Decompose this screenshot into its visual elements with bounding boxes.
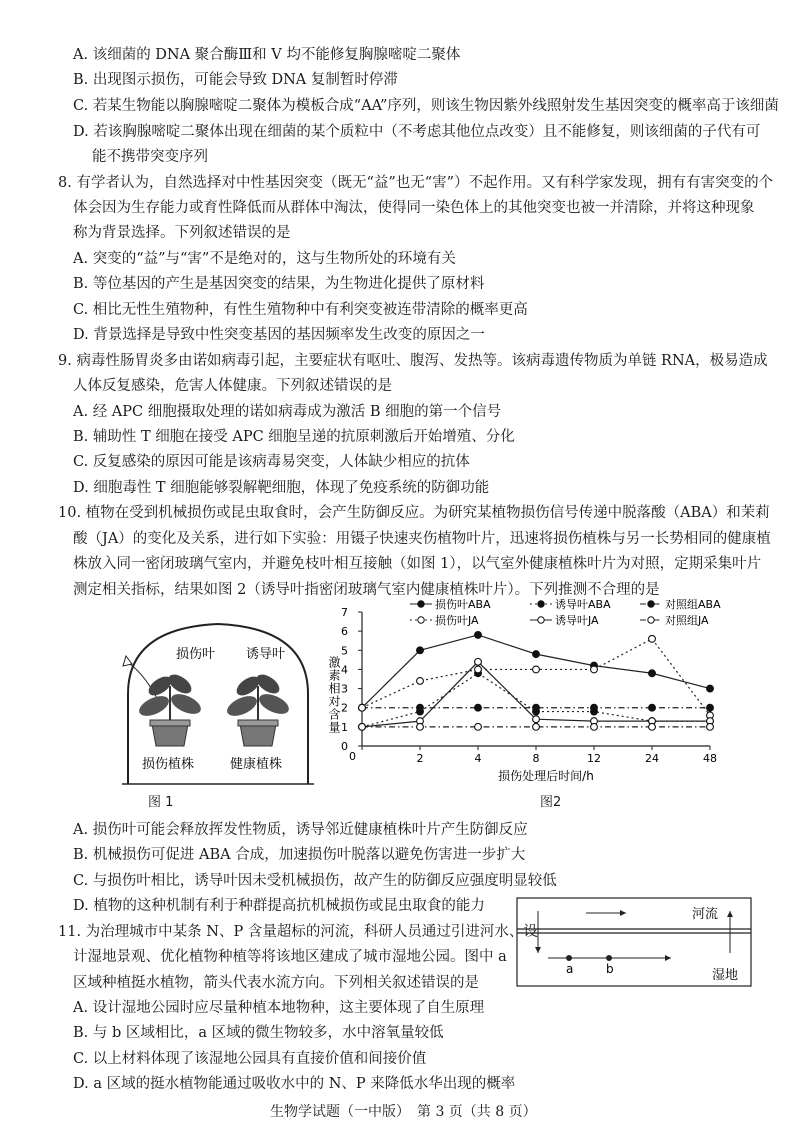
fig1-label-damaged-leaf: 损伤叶	[176, 647, 216, 662]
q11-option-c: C. 以上材料体现了该湿地公园具有直接价值和间接价值	[73, 1051, 427, 1067]
data-point	[649, 704, 656, 711]
data-point	[475, 658, 482, 665]
legend-label: 诱导叶ABA	[555, 598, 611, 611]
y-tick-label: 5	[341, 644, 348, 658]
data-point	[533, 666, 540, 673]
point-a-label: a	[566, 962, 574, 976]
data-point	[591, 666, 598, 673]
q8-stem-line2: 体会因为生存能力或育性降低而从群体中淘汰，使得同一染色体上的其他突变也被一并清除，并将这种现象	[73, 200, 755, 216]
fig1-label-induced-leaf: 诱导叶	[246, 647, 286, 662]
q8-option-d: D. 背景选择是导致中性突变基因的基因频率发生改变的原因之一	[73, 327, 485, 343]
point-a-marker	[566, 955, 572, 961]
origin-label: 0	[349, 750, 356, 763]
q10-stem-line1: 10. 植物在受到机械损伤或昆虫取食时，会产生防御反应。为研究某植物损伤信号传递中脱落酸（ABA）和茉莉	[58, 505, 770, 521]
q9-option-b: B. 辅助性 T 细胞在接受 APC 细胞呈递的抗原刺激后开始增殖、分化	[73, 429, 515, 445]
q11-option-d: D. a 区域的挺水植物能通过吸收水中的 N、P 来降低水华出现的概率	[73, 1076, 516, 1092]
q9-stem-line1: 9. 病毒性肠胃炎多由诺如病毒引起，主要症状有呕吐、腹泻、发热等。该病毒遗传物质为单链 RNA，极易造成	[58, 353, 768, 369]
q9-option-a: A. 经 APC 细胞摄取处理的诺如病毒成为激活 B 细胞的第一个信号	[73, 404, 502, 420]
q11-option-b: B. 与 b 区域相比，a 区域的微生物较多，水中溶氧量较低	[73, 1025, 444, 1041]
data-point	[475, 666, 482, 673]
data-point	[417, 678, 424, 685]
x-tick-label: 8	[532, 752, 540, 765]
damaged-mark-icon	[123, 656, 132, 666]
legend-marker	[538, 617, 544, 623]
page-footer: 生物学试题（一中版） 第 3 页（共 8 页）	[270, 1104, 537, 1120]
figure-2-chart	[320, 598, 745, 790]
legend-marker	[418, 617, 424, 623]
data-point	[417, 723, 424, 730]
leaf-icon	[256, 690, 292, 718]
flowerpot-icon	[152, 724, 188, 746]
data-point	[707, 685, 714, 692]
y-tick-label: 7	[341, 606, 348, 619]
q10-stem-line2: 酸（JA）的变化及关系，进行如下实验：用镊子快速夹伤植物叶片，迅速将损伤植株与另一长势相同的健康植	[73, 531, 771, 547]
flowerpot-icon	[240, 724, 276, 746]
q8-stem-line3: 称为背景选择。下列叙述错误的是	[73, 225, 291, 241]
data-point	[533, 704, 540, 711]
point-b-label: b	[606, 962, 614, 976]
leaf-icon	[168, 690, 204, 718]
q9-option-c: C. 反复感染的原因可能是该病毒易突变，人体缺少相应的抗体	[73, 454, 470, 470]
figure-1	[118, 606, 318, 796]
data-point	[707, 704, 714, 711]
y-tick-label: 2	[341, 701, 348, 715]
legend-marker	[648, 601, 654, 607]
point-b-marker	[606, 955, 612, 961]
q8-option-c: C. 相比无性生殖物种，有性生殖物种中有利突变被连带清除的概率更高	[73, 302, 528, 318]
data-point	[649, 635, 656, 642]
q11-wetland-figure	[516, 897, 752, 987]
q11-stem-line3: 区域种植挺水植物，箭头代表水流方向。下列相关叙述错误的是	[73, 975, 479, 991]
y-tick-label: 1	[341, 720, 348, 734]
y-tick-label: 4	[341, 663, 348, 677]
q11-option-a: A. 设计湿地公园时应尽量种植本地物种，这主要体现了自生原理	[73, 1000, 485, 1016]
fig1-label-healthy-plant: 健康植株	[230, 757, 283, 772]
healthy-plant	[224, 671, 292, 746]
x-tick-label: 48	[703, 752, 717, 765]
q8-option-b: B. 等位基因的产生是基因突变的结果，为生物进化提供了原材料	[73, 276, 485, 292]
data-point	[475, 632, 482, 639]
fig2-caption: 图2	[540, 795, 562, 810]
q7-option-c: C. 若某生物能以胸腺嘧啶二聚体为模板合成“AA”序列，则该生物因紫外线照射发生基因突变的概率高于该细菌	[73, 98, 779, 114]
q10-option-a: A. 损伤叶可能会释放挥发性物质，诱导邻近健康植株叶片产生防御反应	[73, 822, 528, 838]
fig1-caption: 图 1	[148, 795, 174, 810]
data-point	[591, 723, 598, 730]
legend-marker	[538, 601, 544, 607]
data-point	[533, 716, 540, 723]
q9-option-d: D. 细胞毒性 T 细胞能够裂解靶细胞，体现了免疫系统的防御功能	[73, 480, 490, 496]
q10-option-c: C. 与损伤叶相比，诱导叶因未受机械损伤，故产生的防御反应强度明显较低	[73, 873, 557, 889]
data-point	[649, 723, 656, 730]
x-axis-label: 损伤处理后时间/h	[498, 769, 594, 783]
legend-label: 对照组JA	[665, 614, 709, 627]
x-tick-label: 4	[474, 752, 482, 765]
y-tick-label: 6	[341, 625, 348, 639]
data-point	[533, 651, 540, 658]
x-tick-label: 24	[645, 752, 659, 765]
legend-label: 损伤叶ABA	[435, 598, 491, 611]
q7-option-b: B. 出现图示损伤，可能会导致 DNA 复制暂时停滞	[73, 72, 398, 88]
data-point	[417, 704, 424, 711]
legend-marker	[648, 617, 654, 623]
y-tick-label: 0	[341, 740, 348, 753]
q11-stem-line1: 11. 为治理城市中某条 N、P 含量超标的河流，科研人员通过引进河水、设	[58, 924, 538, 940]
damaged-plant	[123, 656, 204, 746]
legend-label: 损伤叶JA	[435, 614, 479, 627]
fig1-label-damaged-plant: 损伤植株	[142, 757, 195, 772]
data-point	[475, 704, 482, 711]
q10-stem-line3: 株放入同一密闭玻璃气室内，并避免枝叶相互接触（如图 1），以气室外健康植株叶片为对照，定期采集叶片	[73, 556, 762, 572]
legend-marker	[418, 601, 424, 607]
q9-stem-line2: 人体反复感染，危害人体健康。下列叙述错误的是	[73, 378, 392, 394]
q10-option-d: D. 植物的这种机制有利于种群提高抗机械损伤或昆虫取食的能力	[73, 898, 485, 914]
legend-label: 诱导叶JA	[555, 614, 599, 627]
q10-stem-line4: 测定相关指标，结果如图 2（诱导叶指密闭玻璃气室内健康植株叶片）。下列推测不合理的是	[73, 582, 660, 598]
data-point	[417, 647, 424, 654]
data-point	[591, 704, 598, 711]
q7-option-d-cont: 能不携带突变序列	[92, 149, 208, 165]
leaf-icon	[136, 692, 172, 720]
q8-option-a: A. 突变的“益”与“害”不是绝对的，这与生物所处的环境有关	[73, 251, 456, 267]
q10-option-b: B. 机械损伤可促进 ABA 合成，加速损伤叶脱落以避免伤害进一步扩大	[73, 847, 526, 863]
wetland-label: 湿地	[712, 968, 739, 983]
q7-option-d: D. 若该胸腺嘧啶二聚体出现在细菌的某个质粒中（不考虑其他位点改变）且不能修复，则该细菌的子代有可	[73, 124, 761, 140]
river-label: 河流	[692, 907, 719, 922]
q8-stem-line1: 8. 有学者认为，自然选择对中性基因突变（既无“益”也无“害”）不起作用。又有科学家发现，拥有有害突变的个	[58, 175, 774, 191]
x-tick-label: 2	[416, 752, 424, 765]
q11-stem-line2: 计湿地景观、优化植物种植等将该地区建成了城市湿地公园。图中 a	[73, 949, 507, 965]
q7-option-a: A. 该细菌的 DNA 聚合酶Ⅲ和 V 均不能修复胸腺嘧啶二聚体	[73, 47, 461, 63]
data-point	[359, 723, 366, 730]
y-axis-label: 激素相对含量	[327, 656, 341, 734]
leaf-icon	[224, 692, 260, 720]
data-point	[475, 723, 482, 730]
x-tick-label: 12	[587, 752, 601, 765]
data-point	[359, 704, 366, 711]
data-point	[533, 723, 540, 730]
y-tick-label: 3	[341, 682, 348, 696]
data-point	[649, 670, 656, 677]
legend-label: 对照组ABA	[665, 598, 721, 611]
data-point	[707, 723, 714, 730]
